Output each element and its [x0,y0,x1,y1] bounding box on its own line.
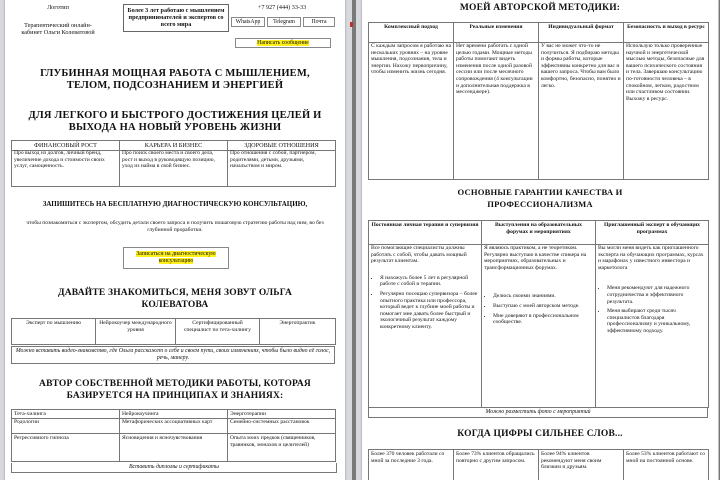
guarantee-bullet: • Меня рекомендуют для надежного сотрудничества и эффективного результата. [607,285,706,305]
intro-cell-1: Эксперт по мышлению [12,319,96,345]
method-cell: Родологии [12,418,120,434]
feature-header: Реальные изменения [454,23,539,43]
method-caption: Вставить дипломы и сертификаты [11,463,337,473]
growth-header-relations: ЗДОРОВЫЕ ОТНОШЕНИЯ [228,141,336,151]
phone-number: +7 927 (444) 33-33 [257,4,307,11]
intro-cell-2: Нейрокоучер международного уровня [96,319,176,345]
guarantee-intro: Все помогающие специалисты должны работать с собой, чтобы давать мощный результат клиентам. [371,245,467,265]
feature-header: Индивидуальный формат [539,23,624,43]
guarantee-col-1 [369,244,482,408]
feature-header: Безопасность и выход в ресурс [624,23,709,43]
number-cell: Более 53% клиентов работают со мной на постоянной основе. [624,450,709,480]
growth-cell-finance: Про выход из долгов, личный бренд, увеличение дохода и стоимости своих услуг, самоценность. [12,149,120,187]
numbers-table [368,449,709,480]
method-cell: Тета-хилинга [12,410,120,419]
logo-placeholder: Логотип [47,4,69,11]
method-cell: Нейрокоучинга [120,410,228,419]
number-cell: Более 73% клиентов обращались повторно с другим запросом. [454,450,539,480]
intro-cell-4: Энергопрактик [260,319,336,345]
guarantee-bullet: • Я нахожусь более 5 лет в регулярной работе с собой и терапии. [380,275,479,288]
method-cell: Регрессивного гипноза [12,434,120,462]
method-row-3 [11,434,336,462]
intro-caption: Можно вставить видео-знакомство, где Ольга расскажет о себе и своем пути, своих изменениях, чтобы было видно её голос, речь, манеру. [11,346,335,364]
guarantee-bullet: • Меня выбирают среди тысяч специалистов благодаря профессионализму и уникальному, эффективному подходу. [607,308,706,334]
guarantee-bullet: • Выступаю с моей авторском методе. [493,303,593,310]
guarantee-list [598,285,706,334]
feature-cell: У вас не может что-то не получиться. Я подбираю методы и формы работы, которые эффективны конкретно для вас и вашего запроса. Чтобы вам было комфортно, безопасно, понятно и легко. [539,42,624,180]
guarantee-header [368,220,709,245]
main-headline: ГЛУБИННАЯ МОЩНАЯ РАБОТА С МЫШЛЕНИЕМ, ТЕЛОМ, ПОДСОЗНАНИЕМ И ЭНЕРГИЕЙ [40,68,310,91]
guarantee-list [484,293,593,325]
guarantee-col-2 [482,244,596,408]
feature-cell: Использую только проверенные научной и энергетической мыслью методы, безопасные для вашего психического состояния и тела. Завершаю консультацию по-готовности человека – в спокойном, легком, радостном или счастливом состоянии. Выхожу в ресурс. [624,42,709,180]
method-features-header [368,22,709,43]
guarantee-intro: Я являюсь практиком, а не теоретиком. Регулярно выступаю в качестве спикера на мероприятиях, образовательных и трансформационных форумах. [484,245,587,271]
guarantee-header-cell: Приглашенный эксперт в обучающих программах [596,221,709,245]
feature-cell: Нет времени работать с одной целью годами. Мощные методы работы помогают видеть изменения после одной разовой сессии или после месячного сопровождения (4 консультации и дополнительная поддержка в мессенджере). [454,42,539,180]
growth-header-finance: ФИНАНСОВЫЙ РОСТ [12,141,120,151]
growth-table-body [11,149,336,187]
consult-button[interactable] [123,247,229,269]
method-row-2 [11,418,336,434]
method-continued-title: МОЕЙ АВТОРСКОЙ МЕТОДИКИ: [459,3,621,13]
method-cell: Семейно-системных расстановок [228,418,336,434]
write-message-button[interactable] [235,38,331,48]
whatsapp-button[interactable]: WhatsApp [231,17,265,27]
guarantee-bullet: • Делюсь своими знаниями. [493,293,593,300]
method-cell: Энерготерапии [228,410,336,419]
guarantee-intro: Вы могли меня видеть как приглашенного эксперта на обучающих программах, курсах и марафонах у известного инвестора и маркетолога [598,245,704,271]
page-gutter [352,0,356,480]
consult-button-label: Записаться на диагностическую консультацию [136,251,216,264]
sub-headline: ДЛЯ ЛЕГКОГО И БЫСТРОГО ДОСТИЖЕНИЯ ЦЕЛЕЙ И ВЫХОДА НА НОВЫЙ УРОВЕНЬ ЖИЗНИ [28,110,322,133]
intro-table [11,318,336,345]
document-page-left [5,0,345,480]
method-features-body [368,42,709,180]
method-title: АВТОР СОБСТВЕННОЙ МЕТОДИКИ РАБОТЫ, КОТОРАЯ БАЗИРУЕТСЯ НА ПРИНЦИПАХ И ЗНАНИЯХ: [39,379,311,401]
method-cell: Ясновидения и ясночувствования [120,434,228,462]
guarantee-header-cell: Постоянная личная терапия и супервизия [369,221,482,245]
method-cell: Метафорических ассоциативных карт [120,418,228,434]
guarantee-body [368,244,709,408]
intro-cell-3: Сертифицированный специалист по тета-хилингу [176,319,260,345]
feature-header: Комплексный подход [369,23,454,43]
document-page-right [362,0,718,480]
feature-cell: С каждым запросом я работаю на нескольких уровнях – на уровне мышления, подсознания, тела и энергии. Нахожу первопричину, чтобы изменить жизнь сегодня. [369,42,454,180]
slogan-box: Более 3 лет работаю с мышлением предпринимателей и экспертов со всего мира [123,4,229,32]
guarantee-list [371,275,479,331]
growth-cell-relations: Про отношения с собой, партнером, родителями, детьми, друзьями, начальством и миром. [228,149,336,187]
consult-text: чтобы познакомиться с экспертом, обсудить детали своего запроса и получить пошаговую стратегию работы над ним, во без глубинной проработки. [26,220,324,233]
guarantee-title: ОСНОВНЫЕ ГАРАНТИИ КАЧЕСТВА И ПРОФЕССИОНАЛИЗМА [457,187,623,209]
guarantee-col-3 [596,244,709,408]
number-cell: Более 370 человек работали со мной за последние 3 года. [369,450,454,480]
telegram-button[interactable]: Telegram [267,17,301,27]
guarantee-bullet: • Регулярно посещаю супервизора – более опытного практика или профессора, который ведет к глубине моей работы и помогает мне давать более быстрый и экологичный результат каждому конкретному клиенту. [380,291,479,331]
growth-cell-career: Про поиск своего места и своего дела, рост и выход в руководящую позицию, уход из найма в свой бизнес. [120,149,228,187]
method-cell: Опыта моих предков (священников, травников, монахов и целителей) [228,434,336,462]
consult-title: ЗАПИШИТЕСЬ НА БЕСПЛАТНУЮ ДИАГНОСТИЧЕСКУЮ КОНСУЛЬТАЦИЮ, [42,200,308,208]
numbers-title: КОГДА ЦИФРЫ СИЛЬНЕЕ СЛОВ... [457,429,623,439]
guarantee-header-cell: Выступления на образовательных форумах и мероприятиях [482,221,596,245]
guarantee-bullet: • Мне доверяют в профессиональном сообществе. [493,313,593,326]
intro-title: ДАВАЙТЕ ЗНАКОМИТЬСЯ, МЕНЯ ЗОВУТ ОЛЬГА КОЛЕВАТОВА [57,288,293,310]
number-cell: Более 94% клиентов рекомендуют меня своим близким и друзьям. [539,450,624,480]
email-button[interactable]: Почта [303,17,335,27]
guarantee-caption: Можно разместить фото с мероприятий [368,408,708,418]
edge-marker [350,22,353,27]
growth-header-career: КАРЬЕРА И БИЗНЕС [120,141,228,151]
write-message-label: Написать сообщение [257,40,309,46]
cabinet-name: Терапевтический онлайн-кабинет Ольги Колеватовой [21,22,95,37]
